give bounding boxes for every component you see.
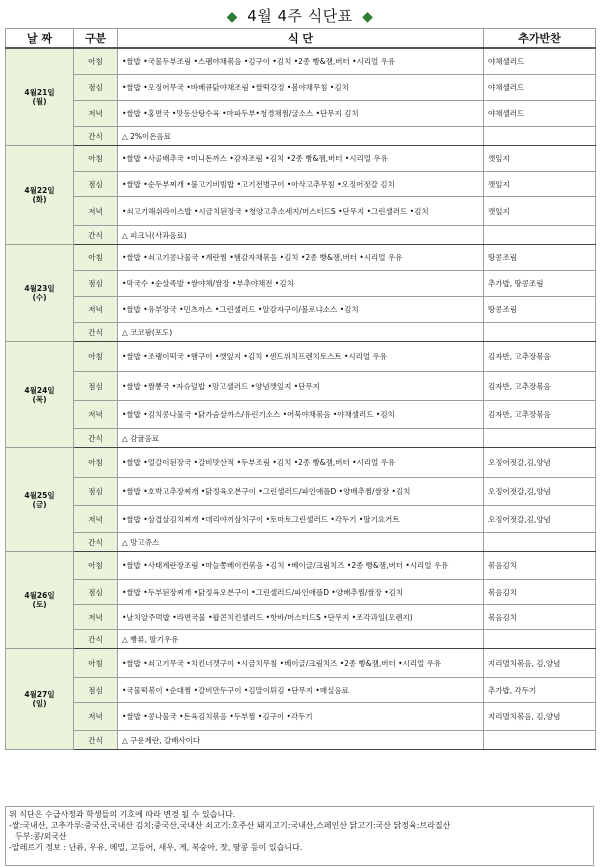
note-line: 위 식단은 수급사정과 학생들의 기호에 따라 변경 될 수 있습니다. <box>9 810 236 819</box>
side-dish: 김자반, 고추장볶음 <box>484 372 596 401</box>
meal-type: 간식 <box>74 127 118 146</box>
day-of-week: (금) <box>32 499 47 509</box>
meal-row <box>6 245 596 271</box>
day-of-week: (일) <box>32 699 47 708</box>
day-cell <box>6 245 74 342</box>
meal-type: 간식 <box>74 731 118 750</box>
note-line: 두부:콩/외국산 <box>15 832 67 841</box>
meal-menu: △ 피크닉(사과음료) <box>118 226 484 245</box>
meal-menu: •쌀밥 •유부장국 •민츠까스 •그린샐러드 •알감자구이/볼로냐소스 •김치 <box>118 297 484 323</box>
meal-menu: •쌀밥 •사태계란장조림 •마늘쫑베이컨볶음 •김치 •베이글/크림치즈 •2종 빵&잼,버터 •시리얼 우유 <box>118 552 484 580</box>
meal-menu: △ 2%이온음료 <box>118 127 484 146</box>
meal-menu: △ 구운계란, 갈배사이다 <box>118 731 484 750</box>
side-dish <box>484 429 596 448</box>
meal-row <box>6 429 596 448</box>
meal-type: 점심 <box>74 372 118 401</box>
side-dish: 깻잎지 <box>484 172 596 197</box>
meal-menu: •쇠고기해쉬라이스밥 •시금치된장국 •청양고추소세지/머스터드S •단무지 •그린샐러드 •김치 <box>118 197 484 226</box>
meal-menu: △ 빵류, 딸기우유 <box>118 630 484 649</box>
meal-menu: •막국수 •순살족발 •쌈야채/쌈장 •부추야채전 •김치 <box>118 271 484 297</box>
meal-row <box>6 678 596 703</box>
side-dish: 김자반, 고추장볶음 <box>484 342 596 372</box>
meal-menu: •쌀밥 •김치콩나물국 •닭가슴살까스/유린기소스 •어묵야채볶음 •야채샐러드 •김치 <box>118 401 484 429</box>
side-dish: 오징어젓갈,김,양념 <box>484 448 596 478</box>
side-dish: 추가밥, 각두기 <box>484 678 596 703</box>
meal-row <box>6 271 596 297</box>
meal-menu: •날치알주먹밥 •라면국물 •팝콘치킨샐러드 •핫바/머스터드S •단무지 •조각과일(오렌지) <box>118 605 484 630</box>
day-of-week: (월) <box>32 97 47 106</box>
meal-row <box>6 342 596 372</box>
meal-menu: •쌀밥 •쇠고기무국 •치킨너겟구이 •시금치무침 •베이글/크림치즈 •2종 빵&잼,버터 •시리얼 우유 <box>118 649 484 678</box>
meal-menu: •쌀밥 •순두부찌개 •불고기비빔밥 •고기전병구이 •아삭고추무침 •오징어젓갈 김치 <box>118 172 484 197</box>
day-date: 4월25일 <box>24 490 55 500</box>
side-dish: 볶음김치 <box>484 605 596 630</box>
meal-row <box>6 580 596 605</box>
note-line: -쌀:국내산, 고추가루:중국산,국내산 김치;중국산,국내산 쇠고기:호주산 돼지고기:국내산,스페인산 닭고기:국산 닭정육:브라질산 <box>9 821 451 830</box>
day-cell <box>6 552 74 649</box>
meal-row <box>6 226 596 245</box>
day-cell <box>6 146 74 245</box>
meal-row <box>6 478 596 506</box>
meal-type: 간식 <box>74 226 118 245</box>
meal-type: 아침 <box>74 552 118 580</box>
side-dish: 볶음김치 <box>484 552 596 580</box>
title-text: 4월 4주 식단표 <box>247 7 353 25</box>
meal-type: 점심 <box>74 172 118 197</box>
meal-menu: △ 망고쥬스 <box>118 533 484 552</box>
meal-menu: •쌀밥 •얼갈이된장국 •갈비맛산적 •두부조림 •김치 •2종 빵&잼,버터 •시리얼 우유 <box>118 448 484 478</box>
day-of-week: (목) <box>32 394 47 404</box>
meal-type: 점심 <box>74 478 118 506</box>
meal-row <box>6 506 596 533</box>
meal-row <box>6 630 596 649</box>
meal-row <box>6 372 596 401</box>
meal-menu: •쌀밥 •사골배추국 •미니돈까스 •감자조림 •김치 •2종 빵&잼,버터 •시리얼 우유 <box>118 146 484 172</box>
meal-menu: •쌀밥 •짬뽕국 •자슈덮밥 •망고샐러드 •양념깻잎지 •단무지 <box>118 372 484 401</box>
side-dish: 깻잎지 <box>484 197 596 226</box>
meal-row <box>6 448 596 478</box>
side-dish <box>484 533 596 552</box>
notes <box>5 806 594 866</box>
meal-menu: •쌀밥 •삼겹살김치찌개 •데리야끼삼치구이 •토마토그린샐러드 •각두기 •딸기요거트 <box>118 506 484 533</box>
side-dish: 김자반, 고추장볶음 <box>484 401 596 429</box>
meal-type: 간식 <box>74 323 118 342</box>
meal-type: 저녁 <box>74 401 118 429</box>
meal-type: 아침 <box>74 342 118 372</box>
meal-table <box>5 28 596 750</box>
side-dish <box>484 731 596 750</box>
day-date: 4월26일 <box>24 591 55 600</box>
meal-type: 점심 <box>74 580 118 605</box>
meal-type: 간식 <box>74 429 118 448</box>
meal-menu: •쌀밥 •호박고추장찌개 •닭정육오븐구이 •그린샐러드/파인애플D •양배추찜/쌈장 •김치 <box>118 478 484 506</box>
day-date: 4월27일 <box>24 690 55 699</box>
meal-type: 간식 <box>74 533 118 552</box>
day-of-week: (토) <box>32 600 47 609</box>
meal-type: 점심 <box>74 75 118 101</box>
meal-type: 저녁 <box>74 605 118 630</box>
day-of-week: (수) <box>32 293 47 302</box>
meal-row <box>6 172 596 197</box>
side-dish: 지리멸치볶음, 김,양념 <box>484 649 596 678</box>
meal-row <box>6 101 596 127</box>
meal-menu: •쌀밥 •두부된장찌개 •닭정육오븐구이 •그린샐러드/파인애플D •양배추찜/쌈장 •김치 <box>118 580 484 605</box>
meal-type: 아침 <box>74 245 118 271</box>
side-dish: 야채샐러드 <box>484 75 596 101</box>
meal-menu: △ 감귤음료 <box>118 429 484 448</box>
day-of-week: (화) <box>32 195 47 204</box>
day-cell <box>6 342 74 448</box>
meal-type: 점심 <box>74 271 118 297</box>
meal-type: 저녁 <box>74 506 118 533</box>
side-dish: 땅콩조림 <box>484 245 596 271</box>
meal-menu: •쌀밥 •조랭이떡국 •햄구이 •깻잎지 •김치 •샌드위치프렌치토스트 •시리얼 우유 <box>118 342 484 372</box>
note-line: -알레르기 정보 : 난류, 우유, 메밀, 고등어, 새우, 게, 복숭아, 잣, 땅콩 등이 있습니다. <box>9 843 303 852</box>
meal-row <box>6 75 596 101</box>
meal-menu: •쌀밥 •오징어무국 •바베큐닭야채조림 •쌀떡강정 •봄야채무침 •김치 <box>118 75 484 101</box>
side-dish: 지리멸치볶음, 김,양념 <box>484 703 596 731</box>
side-dish: 추가밥, 땅콩조림 <box>484 271 596 297</box>
side-dish: 깻잎지 <box>484 146 596 172</box>
meal-menu: •쌀밥 •홍면국 •맛동산탕수육 •마파두부•청경채찜/굴소스 •단무지 김치 <box>118 101 484 127</box>
header-type: 구분 <box>74 29 118 49</box>
meal-table-body <box>6 48 596 750</box>
meal-type: 아침 <box>74 448 118 478</box>
header-menu: 식 단 <box>118 29 484 49</box>
meal-menu: •쌀밥 •쇠고기콩나물국 •계란찜 •햄감자채볶음 •김치 •2종 빵&잼,버터 •시리얼 우유 <box>118 245 484 271</box>
meal-type: 저녁 <box>74 197 118 226</box>
meal-row <box>6 533 596 552</box>
side-dish <box>484 323 596 342</box>
meal-type: 점심 <box>74 678 118 703</box>
meal-type: 아침 <box>74 48 118 75</box>
meal-menu: •쌀밥 •콩나물국 •돈육김치볶음 •두부찜 •김구이 •각두기 <box>118 703 484 731</box>
day-date: 4월23일 <box>24 284 55 293</box>
header-row <box>6 29 596 49</box>
side-dish: 야채샐러드 <box>484 48 596 75</box>
meal-row <box>6 401 596 429</box>
diamond-icon: ◆ <box>362 9 374 25</box>
day-date: 4월22일 <box>24 186 55 195</box>
header-day: 날 짜 <box>6 29 74 49</box>
day-date: 4월24일 <box>24 385 55 395</box>
meal-row <box>6 197 596 226</box>
day-cell <box>6 649 74 750</box>
side-dish: 오징어젓갈,김,양념 <box>484 506 596 533</box>
side-dish <box>484 127 596 146</box>
meal-type: 아침 <box>74 649 118 678</box>
diamond-icon: ◆ <box>226 9 238 25</box>
header-side: 추가반찬 <box>484 29 596 49</box>
meal-row <box>6 731 596 750</box>
side-dish: 오징어젓갈,김,양념 <box>484 478 596 506</box>
side-dish <box>484 226 596 245</box>
meal-row <box>6 552 596 580</box>
side-dish: 땅콩조림 <box>484 297 596 323</box>
page-title <box>0 6 600 26</box>
meal-menu: •쌀밥 •국물두부조림 •스팸야채볶음 •김구이 •김치 •2종 빵&잼,버터 •시리얼 우유 <box>118 48 484 75</box>
meal-menu: △ 코코팜(포도) <box>118 323 484 342</box>
side-dish: 볶음김치 <box>484 580 596 605</box>
meal-row <box>6 605 596 630</box>
day-cell <box>6 448 74 552</box>
meal-type: 아침 <box>74 146 118 172</box>
meal-row <box>6 48 596 75</box>
meal-row <box>6 649 596 678</box>
meal-row <box>6 146 596 172</box>
meal-type: 간식 <box>74 630 118 649</box>
meal-row <box>6 703 596 731</box>
meal-type: 저녁 <box>74 101 118 127</box>
meal-row <box>6 323 596 342</box>
meal-type: 저녁 <box>74 703 118 731</box>
side-dish <box>484 630 596 649</box>
meal-menu: •국물떡볶이 •순대찜 •갈비만두구이 •김말이튀김 •단무지 •매실음료 <box>118 678 484 703</box>
meal-row <box>6 127 596 146</box>
meal-type: 저녁 <box>74 297 118 323</box>
day-cell <box>6 48 74 146</box>
day-date: 4월21일 <box>24 88 55 97</box>
side-dish: 야채샐러드 <box>484 101 596 127</box>
meal-row <box>6 297 596 323</box>
